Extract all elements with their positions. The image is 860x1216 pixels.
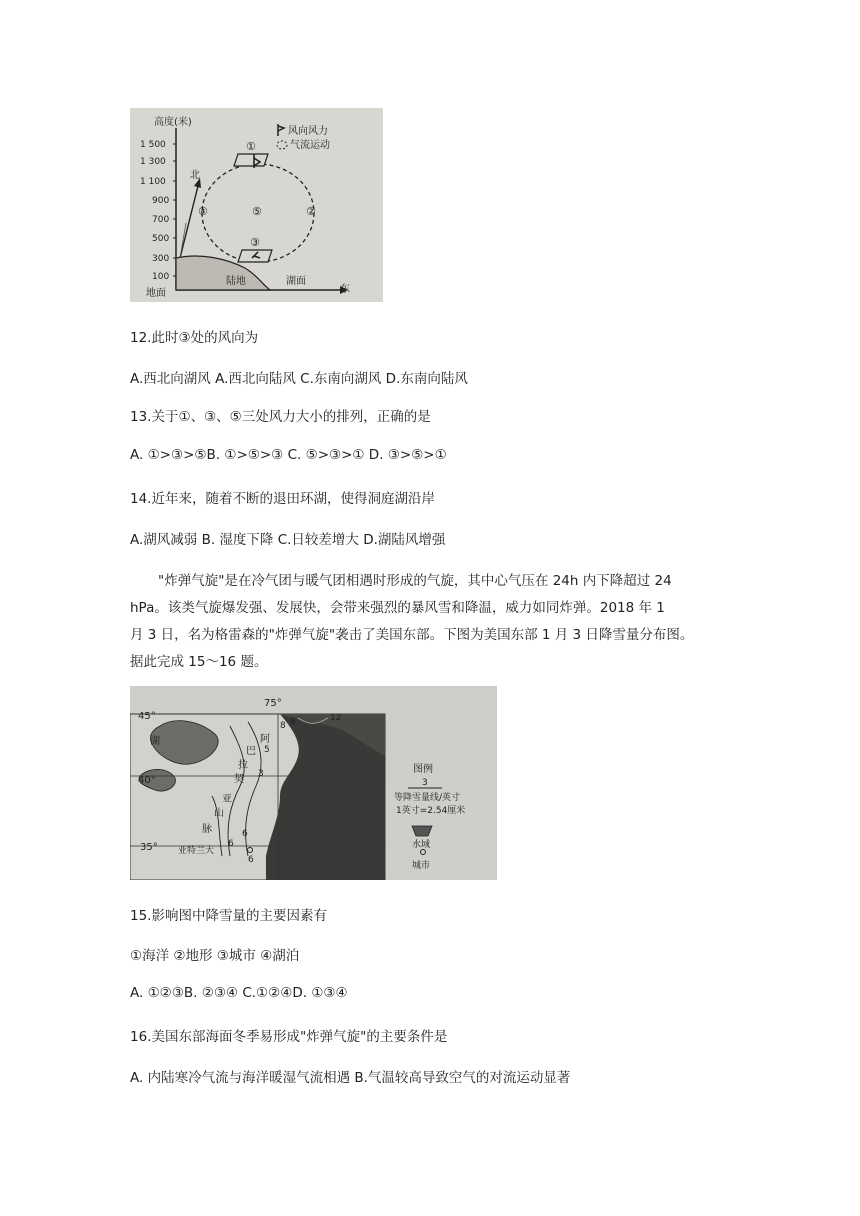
lon-75-label: 75°	[264, 698, 282, 709]
q14-options: A.湖风减弱 B. 湿度下降 C.日较差增大 D.湖陆风增强	[130, 532, 446, 548]
contour-label: 12	[330, 713, 342, 723]
lake-label: 湖面	[286, 276, 306, 287]
point-5-label: ⑤	[252, 205, 262, 218]
point-1-label: ①	[246, 140, 256, 153]
legend-city-label: 城市	[412, 861, 431, 871]
ground-label: 地面	[146, 288, 166, 299]
legend-water-icon	[412, 826, 432, 836]
legend-airflow-icon	[277, 141, 287, 149]
q13-options: A. ①>③>⑤B. ①>⑤>③ C. ⑤>③>① D. ③>⑤>①	[130, 447, 447, 463]
height-label: 900	[152, 196, 170, 206]
point-1-plane	[234, 154, 268, 166]
height-label: 1 500	[140, 140, 166, 150]
point-4-label: ④	[198, 205, 208, 218]
q12-options: A.西北向湖风 A.西北向陆风 C.东南向湖风 D.东南向陆风	[130, 371, 468, 387]
intro-line-1: "炸弹气旋"是在冷气团与暖气团相遇时形成的气旋，其中心气压在 24h 内下降超过 24	[158, 573, 672, 589]
q12-stem: 12.此时③处的风向为	[130, 330, 259, 346]
legend-wind-label: 风向风力	[288, 126, 328, 137]
q16-stem: 16.美国东部海面冬季易形成"炸弹气旋"的主要条件是	[130, 1029, 448, 1045]
contour-label: 6	[248, 855, 254, 865]
height-label: 100	[152, 272, 170, 282]
north-label: 北	[190, 170, 200, 181]
height-label: 300	[152, 254, 170, 264]
height-label: 500	[152, 234, 170, 244]
q15-stem: 15.影响图中降雪量的主要因素有	[130, 908, 327, 924]
q16-options: A. 内陆寒冷气流与海洋暖湿气流相遇 B.气温较高导致空气的对流运动显著	[130, 1070, 571, 1086]
q13-stem: 13.关于①、③、⑤三处风力大小的排列，正确的是	[130, 409, 431, 425]
appalachian-label: 巴	[246, 746, 256, 757]
land-label: 陆地	[226, 276, 246, 287]
legend-isoline-value: 3	[422, 778, 428, 788]
figure-snowfall-map	[130, 686, 497, 880]
appalachian-label: 拉	[238, 760, 248, 771]
figure-lake-land-breeze	[130, 108, 383, 302]
height-label: 1 300	[140, 157, 166, 167]
appalachian-label: 阿	[260, 734, 270, 745]
lat-40-label: 40°	[138, 775, 156, 786]
height-label: 700	[152, 215, 170, 225]
atlanta-label: 亚特兰大	[178, 846, 215, 856]
appalachian-label: 脉	[202, 824, 212, 835]
north-arrow	[180, 186, 198, 258]
lat-35-label: 35°	[140, 842, 158, 853]
q14-stem: 14.近年来，随着不断的退田环湖，使得洞庭湖沿岸	[130, 491, 435, 507]
appalachian-label: 契	[234, 774, 244, 785]
appalachian-label: 山	[214, 808, 224, 819]
contour-label: 3	[258, 769, 264, 779]
q15-factors: ①海洋 ②地形 ③城市 ④湖泊	[130, 948, 300, 964]
legend-wind-icon	[278, 124, 284, 136]
legend-isoline-label: 等降雪量线/英寸	[394, 793, 461, 803]
intro-line-2: hPa。该类气旋爆发强、发展快，会带来强烈的暴风雪和降温，威力如同炸弹。2018 年 1	[130, 600, 665, 616]
intro-line-4: 据此完成 15～16 题。	[130, 654, 268, 670]
point-3-label: ③	[250, 236, 260, 249]
point-2-label: ②	[306, 205, 316, 218]
intro-line-3: 月 3 日，名为格雷森的"炸弹气旋"袭击了美国东部。下图为美国东部 1 月 3 日降雪量分布图。	[130, 627, 694, 643]
contour-label: 5	[264, 745, 270, 755]
lake-place-label: 湖	[150, 736, 160, 747]
east-label: 东	[340, 284, 350, 295]
contour-label: 8	[280, 721, 286, 731]
legend-conversion-label: 1英寸=2.54厘米	[396, 806, 466, 816]
contour-label: 6	[242, 829, 248, 839]
lat-45-label: 45°	[138, 711, 156, 722]
fig1-axis-title: 高度(米)	[154, 117, 192, 128]
legend-title: 图例	[413, 764, 433, 775]
legend-water-label: 水域	[412, 840, 431, 850]
legend-airflow-label: 气流运动	[290, 140, 330, 151]
contour-label: 8	[290, 717, 296, 727]
contour-label: 6	[228, 839, 234, 849]
height-label: 1 100	[140, 177, 166, 187]
legend-box	[391, 761, 489, 873]
appalachian-label: 亚	[222, 794, 232, 805]
q15-options: A. ①②③B. ②③④ C.①②④D. ①③④	[130, 985, 348, 1001]
